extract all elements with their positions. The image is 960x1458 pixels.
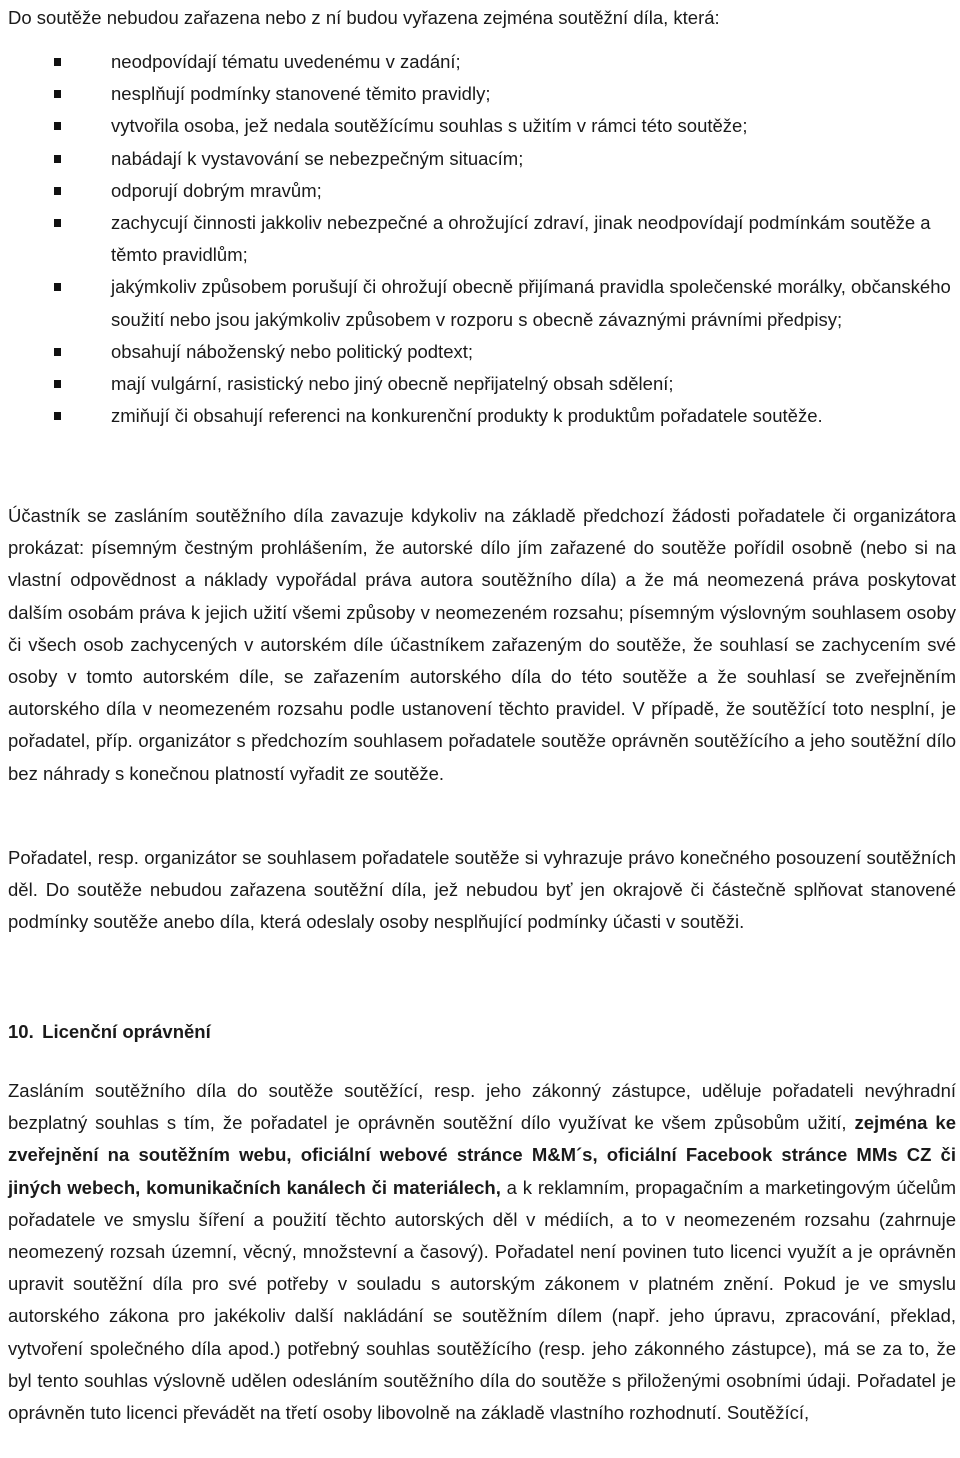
square-bullet-icon [54, 155, 61, 163]
list-item-text: odporují dobrým mravům; [111, 179, 322, 201]
list-item-text: nabádají k vystavování se nebezpečným situacím; [111, 147, 524, 169]
section-title: Licenční oprávnění [42, 1021, 211, 1042]
square-bullet-icon [54, 58, 61, 66]
list-item-text: neodpovídají tématu uvedenému v zadání; [111, 51, 461, 72]
list-item [8, 400, 956, 432]
square-bullet-icon [54, 380, 61, 388]
square-bullet-icon [54, 412, 61, 420]
exclusion-list [8, 46, 956, 432]
list-item-text: zmiňují či obsahují referenci na konkurenční produkty k produktům pořadatele soutěže. [111, 405, 823, 427]
list-item [8, 368, 956, 400]
section-heading [8, 1016, 211, 1048]
list-item [8, 78, 956, 110]
license-text-start: Zasláním soutěžního díla do soutěže soutěžící, resp. jeho zákonný zástupce, uděluje pořadateli nevýhradní bezplatný souhlas s tím, že pořadatel je oprávněn soutěžní dílo využívat ke všem způsobům užití, [8, 1080, 956, 1134]
list-item [8, 110, 956, 142]
list-item [8, 46, 956, 78]
intro-text: Do soutěže nebudou zařazena nebo z ní budou vyřazena zejména soutěžní díla, která: [8, 7, 720, 28]
list-item [8, 143, 956, 175]
participant-obligations-paragraph: Účastník se zasláním soutěžního díla zavazuje kdykoliv na základě předchozí žádosti pořadatele či organizátora prokázat: písemným čestným prohlášením, že autorské dílo jím zařazené do soutěže pořídil osobně (nebo si na vlastní odpovědnost a náklady vypořádal práva autora soutěžního díla) a že má neomezená práva poskytovat dalším osobám práva k jejich užití všemi způsoby v neomezeném rozsahu; písemným výslovným souhlasem osoby či všech osob zachycených v autorském díle účastníkem zařazeným do soutěže, že souhlasí se zachycením své osoby v tomto autorském díle, se zařazením autorského díla do této soutěže a že souhlasí se zveřejněním autorského díla v neomezeném rozsahu podle ustanovení těchto pravidel. V případě, že soutěžící toto nesplní, je pořadatel, příp. organizátor s předchozím souhlasem pořadatele soutěže oprávněn soutěžícího a jeho soutěžní dílo bez náhrady s konečnou platností vyřadit ze soutěže. [8, 505, 956, 784]
list-item [8, 271, 956, 335]
organizer-rights-paragraph: Pořadatel, resp. organizátor se souhlasem pořadatele soutěže si vyhrazuje právo konečného posouzení soutěžních děl. Do soutěže nebudou zařazena soutěžní díla, jež nebudou byť jen okrajově či částečně splňovat stanovené podmínky soutěže anebo díla, která odeslaly osoby nesplňující podmínky účasti v soutěži. [8, 847, 956, 933]
list-item [8, 175, 956, 207]
list-item-text: mají vulgární, rasistický nebo jiný obecně nepřijatelný obsah sdělení; [111, 373, 674, 395]
square-bullet-icon [54, 90, 61, 98]
license-text-bold: zejména ke zveřejnění na soutěžním webu, oficiální webové stránce M&M´s, oficiální Facebook stránce MMs CZ či jiných webech, komunikačních kanálech či materiálech, [8, 1112, 956, 1198]
license-text-end: a k reklamním, propagačním a marketingovým účelům pořadatele ve smyslu šíření a použití těchto autorských děl v médiích, a to v neomezeném rozsahu (zahrnuje neomezený rozsah územní, věcný, množstevní a časový). Pořadatel není povinen tuto licenci využít a je oprávněn upravit soutěžní díla pro své potřeby v souladu s autorským zákonem v platném znění. Pokud je ve smyslu autorského zákona pro jakékoliv další nakládání se soutěžním dílem (např. jeho úpravu, zpracování, překlad, vytvoření společného díla apod.) potřebný souhlas soutěžícího (resp. jeho zákonného zástupce), má se za to, že byl tento souhlas výslovně udělen odesláním soutěžního díla do soutěže s přiloženými osobními údaji. Pořadatel je oprávněn tuto licenci převádět na třetí osoby libovolně na základě vlastního rozhodnutí. Soutěžící, [8, 1176, 957, 1424]
square-bullet-icon [54, 122, 61, 130]
list-item-text: obsahují náboženský nebo politický podtext; [111, 340, 474, 362]
list-item-text: nesplňují podmínky stanovené těmito pravidly; [111, 83, 491, 105]
square-bullet-icon [54, 348, 61, 356]
license-paragraph [8, 1075, 956, 1429]
list-item [8, 336, 956, 368]
square-bullet-icon [54, 219, 61, 227]
square-bullet-icon [54, 283, 61, 291]
square-bullet-icon [54, 187, 61, 195]
list-item [8, 207, 956, 271]
list-item-text: zachycují činnosti jakkoliv nebezpečné a ohrožující zdraví, jinak neodpovídají podmínkám soutěže a těmto pravidlům; [111, 212, 931, 266]
section-number: 10. [8, 1021, 34, 1042]
list-item-text: jakýmkoliv způsobem porušují či ohrožují obecně přijímaná pravidla společenské morálky, občanského soužití nebo jsou jakýmkoliv způsobem v rozporu s obecně závaznými právními předpisy; [111, 276, 951, 330]
list-item-text: vytvořila osoba, jež nedala soutěžícímu souhlas s užitím v rámci této soutěže; [111, 115, 748, 137]
